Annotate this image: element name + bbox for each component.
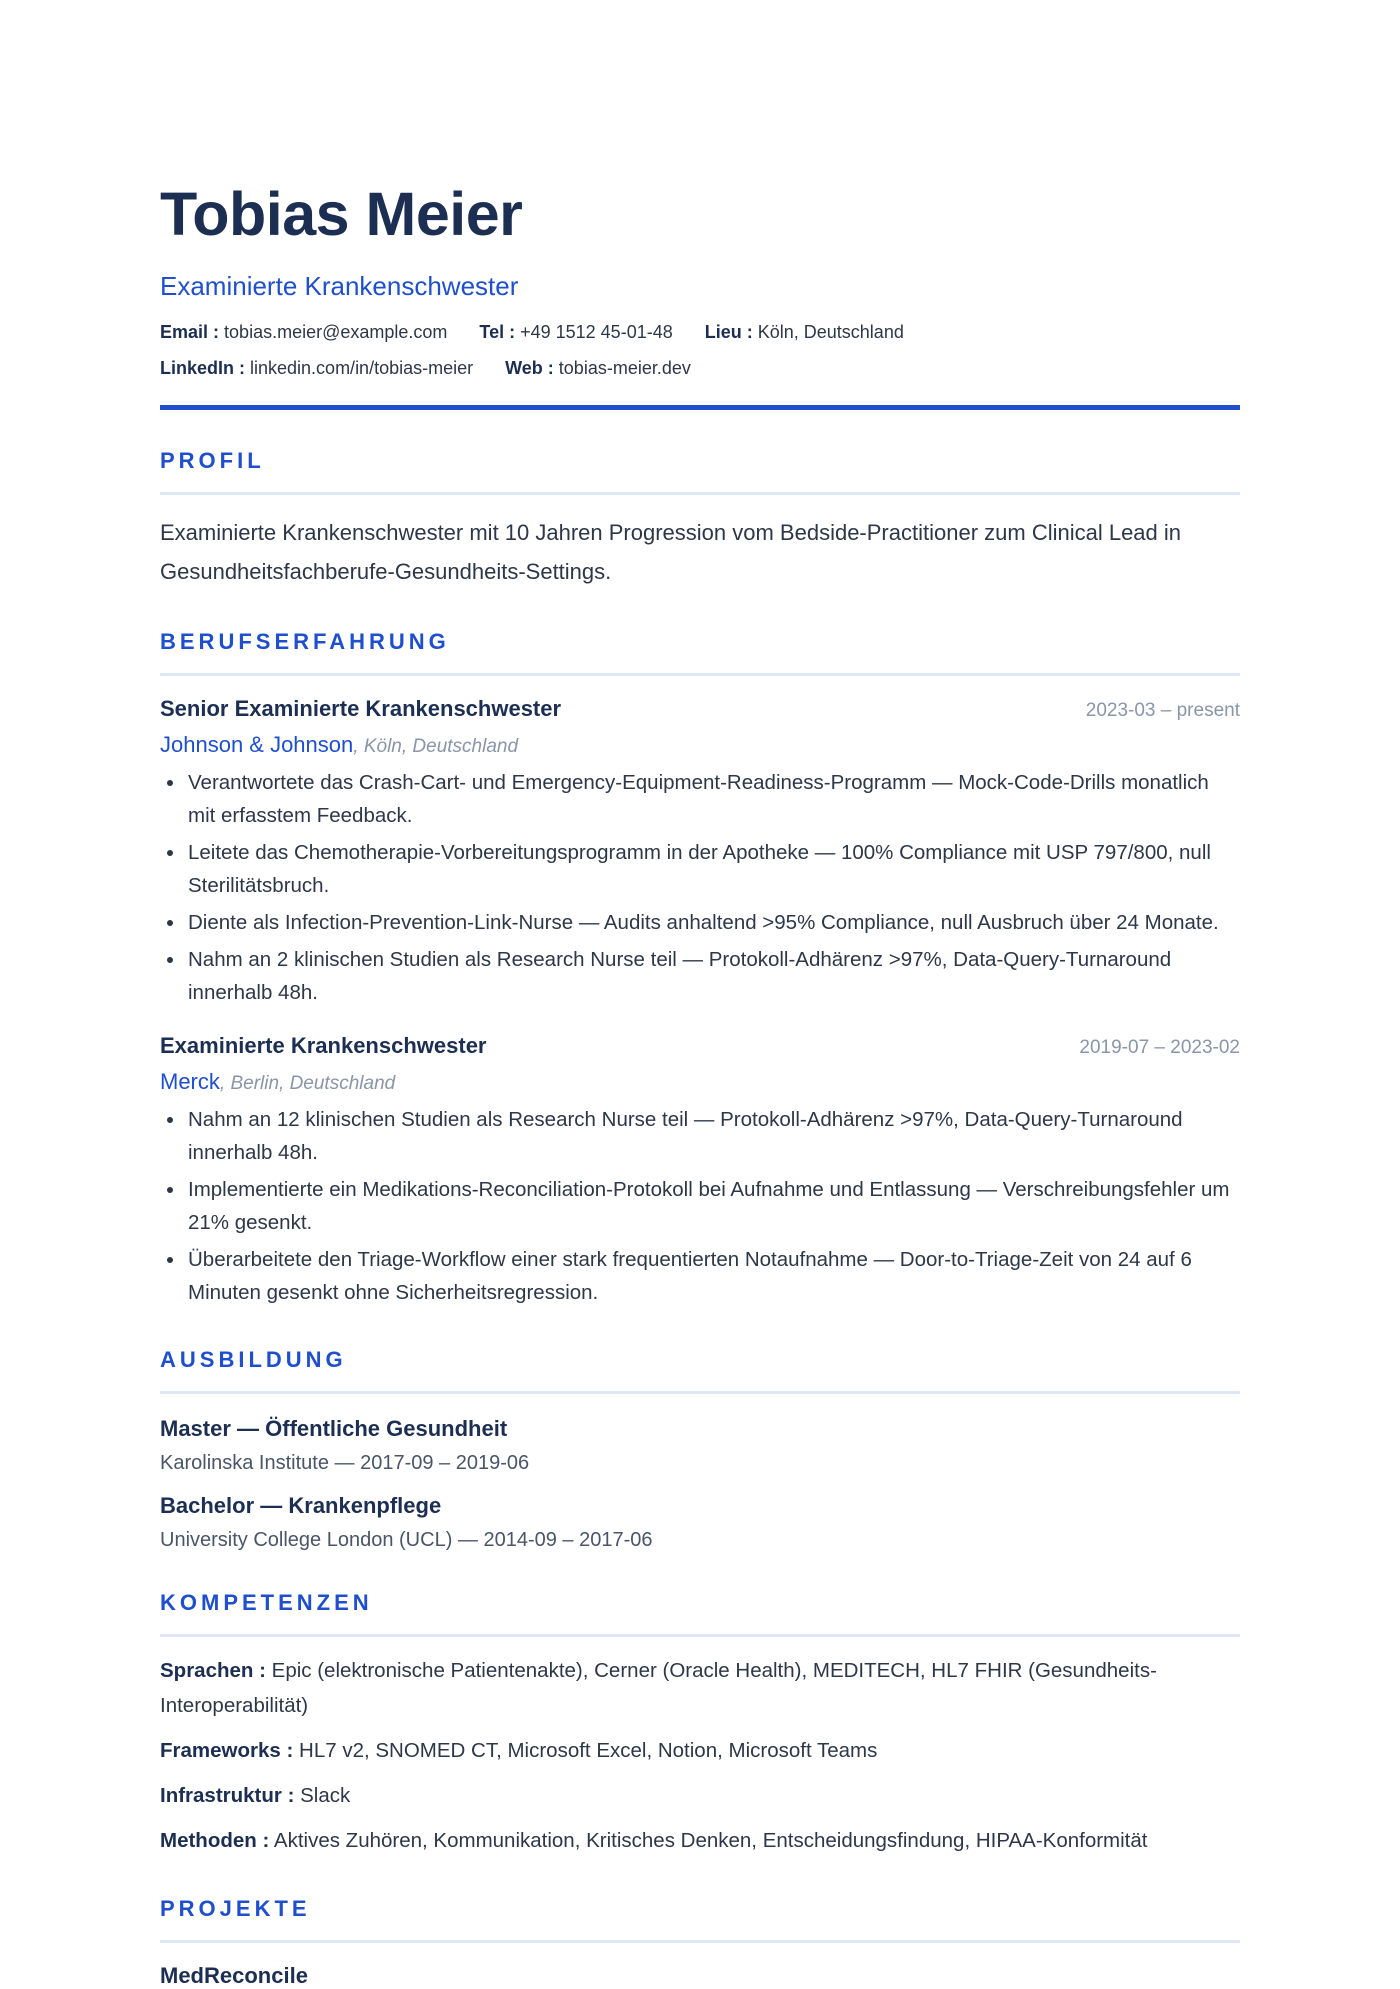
contact-value: tobias-meier.dev	[558, 357, 691, 378]
education-school: Karolinska Institute — 2017-09 – 2019-06	[160, 1452, 530, 1475]
list-item: Leitete das Chemotherapie-Vorbereitungsprogramm in der Apotheke — 100% Compliance mit USP 797/800, null Sterilitätsbruch.	[188, 836, 1240, 902]
skill-label: Sprachen :	[160, 1659, 266, 1683]
skills-list	[160, 1653, 1240, 1858]
job-dates: 2023-03 – present	[1085, 700, 1240, 722]
contact-row	[160, 322, 1240, 344]
contact-value: linkedin.com/in/tobias-meier	[250, 357, 474, 378]
skill-value: Epic (elektronische Patientenakte), Cerner (Oracle Health), MEDITECH, HL7 FHIR (Gesundheits-Interoperabilität)	[160, 1659, 1157, 1718]
section-title-experience: BERUFSERFAHRUNG	[160, 629, 450, 655]
skill-label: Methoden :	[160, 1829, 270, 1853]
job-header	[160, 1033, 1240, 1059]
skill-value: HL7 v2, SNOMED CT, Microsoft Excel, Notion, Microsoft Teams	[299, 1739, 878, 1763]
list-item: Überarbeitete den Triage-Workflow einer stark frequentierten Notaufnahme — Door-to-Triage-Zeit von 24 auf 6 Minuten gesenkt ohne Sicherheitsregression.	[188, 1243, 1240, 1309]
contact-value: tobias.meier@example.com	[224, 322, 448, 343]
contact-label: Email :	[160, 322, 220, 343]
section-divider	[160, 1391, 1240, 1394]
resume-page	[160, 170, 1240, 1989]
skill-row	[160, 1653, 1240, 1723]
job-entry	[160, 1033, 1240, 1309]
contact-website[interactable]	[505, 358, 691, 380]
job-entry	[160, 696, 1240, 1009]
section-title-projects: PROJEKTE	[160, 1896, 311, 1922]
skill-label: Infrastruktur :	[160, 1784, 295, 1808]
job-company-line	[160, 732, 1240, 758]
job-title: Senior Examinierte Krankenschwester	[160, 696, 562, 722]
section-title-profile: PROFIL	[160, 448, 265, 474]
list-item: Implementierte ein Medikations-Reconciliation-Protokoll bei Aufnahme und Entlassung — Verschreibungsfehler um 21% gesenkt.	[188, 1173, 1240, 1239]
section-divider	[160, 1940, 1240, 1943]
skill-row	[160, 1823, 1240, 1858]
header-divider	[160, 405, 1240, 410]
job-bullets	[160, 766, 1240, 1009]
education-entry	[160, 1493, 1240, 1552]
skill-value: Aktives Zuhören, Kommunikation, Kritisches Denken, Entscheidungsfindung, HIPAA-Konformität	[273, 1829, 1148, 1853]
education-degree: Bachelor — Krankenpflege	[160, 1493, 442, 1519]
education-degree: Master — Öffentliche Gesundheit	[160, 1416, 508, 1442]
job-company-line	[160, 1069, 1240, 1095]
education-school: University College London (UCL) — 2014-09 – 2017-06	[160, 1529, 653, 1552]
section-title-education: AUSBILDUNG	[160, 1347, 347, 1373]
education-entry	[160, 1416, 1240, 1475]
contact-email[interactable]	[160, 322, 447, 344]
candidate-headline: Examinierte Krankenschwester	[160, 271, 519, 301]
contact-label: LinkedIn :	[160, 357, 245, 378]
list-item: Verantwortete das Crash-Cart- und Emergency-Equipment-Readiness-Programm — Mock-Code-Drills monatlich mit erfasstem Feedback.	[188, 766, 1240, 832]
profile-summary: Examinierte Krankenschwester mit 10 Jahren Progression vom Bedside-Practitioner zum Clinical Lead in Gesundheitsfachberufe-Gesundheits-Settings.	[160, 520, 1182, 585]
project-title: MedReconcile	[160, 1963, 308, 1989]
contact-location	[705, 322, 904, 344]
job-header	[160, 696, 1240, 722]
contact-phone[interactable]	[479, 322, 672, 344]
skill-row	[160, 1778, 1240, 1813]
candidate-name: Tobias Meier	[160, 180, 523, 248]
job-location: , Berlin, Deutschland	[219, 1073, 396, 1095]
contact-value: +49 1512 45-01-48	[520, 322, 673, 343]
section-divider	[160, 1634, 1240, 1637]
contact-label: Lieu :	[704, 322, 753, 343]
contact-linkedin[interactable]	[160, 358, 473, 380]
contact-value: Köln, Deutschland	[757, 322, 904, 343]
contact-label: Tel :	[479, 322, 516, 343]
list-item: Diente als Infection-Prevention-Link-Nurse — Audits anhaltend >95% Compliance, null Ausbruch über 24 Monate.	[188, 906, 1240, 939]
job-company: Merck	[160, 1069, 220, 1095]
section-divider	[160, 673, 1240, 676]
skill-label: Frameworks :	[160, 1739, 294, 1763]
job-dates: 2019-07 – 2023-02	[1079, 1037, 1240, 1059]
list-item: Nahm an 12 klinischen Studien als Research Nurse teil — Protokoll-Adhärenz >97%, Data-Query-Turnaround innerhalb 48h.	[188, 1103, 1240, 1169]
contact-label: Web :	[505, 357, 554, 378]
list-item: Nahm an 2 klinischen Studien als Research Nurse teil — Protokoll-Adhärenz >97%, Data-Query-Turnaround innerhalb 48h.	[188, 943, 1240, 1009]
section-title-skills: KOMPETENZEN	[160, 1590, 373, 1616]
job-bullets	[160, 1103, 1240, 1309]
contact-row	[160, 358, 1240, 380]
job-title: Examinierte Krankenschwester	[160, 1033, 487, 1059]
job-company: Johnson & Johnson	[160, 732, 354, 758]
skill-value: Slack	[300, 1784, 351, 1808]
job-location: , Köln, Deutschland	[353, 736, 519, 758]
section-divider	[160, 492, 1240, 495]
skill-row	[160, 1733, 1240, 1768]
